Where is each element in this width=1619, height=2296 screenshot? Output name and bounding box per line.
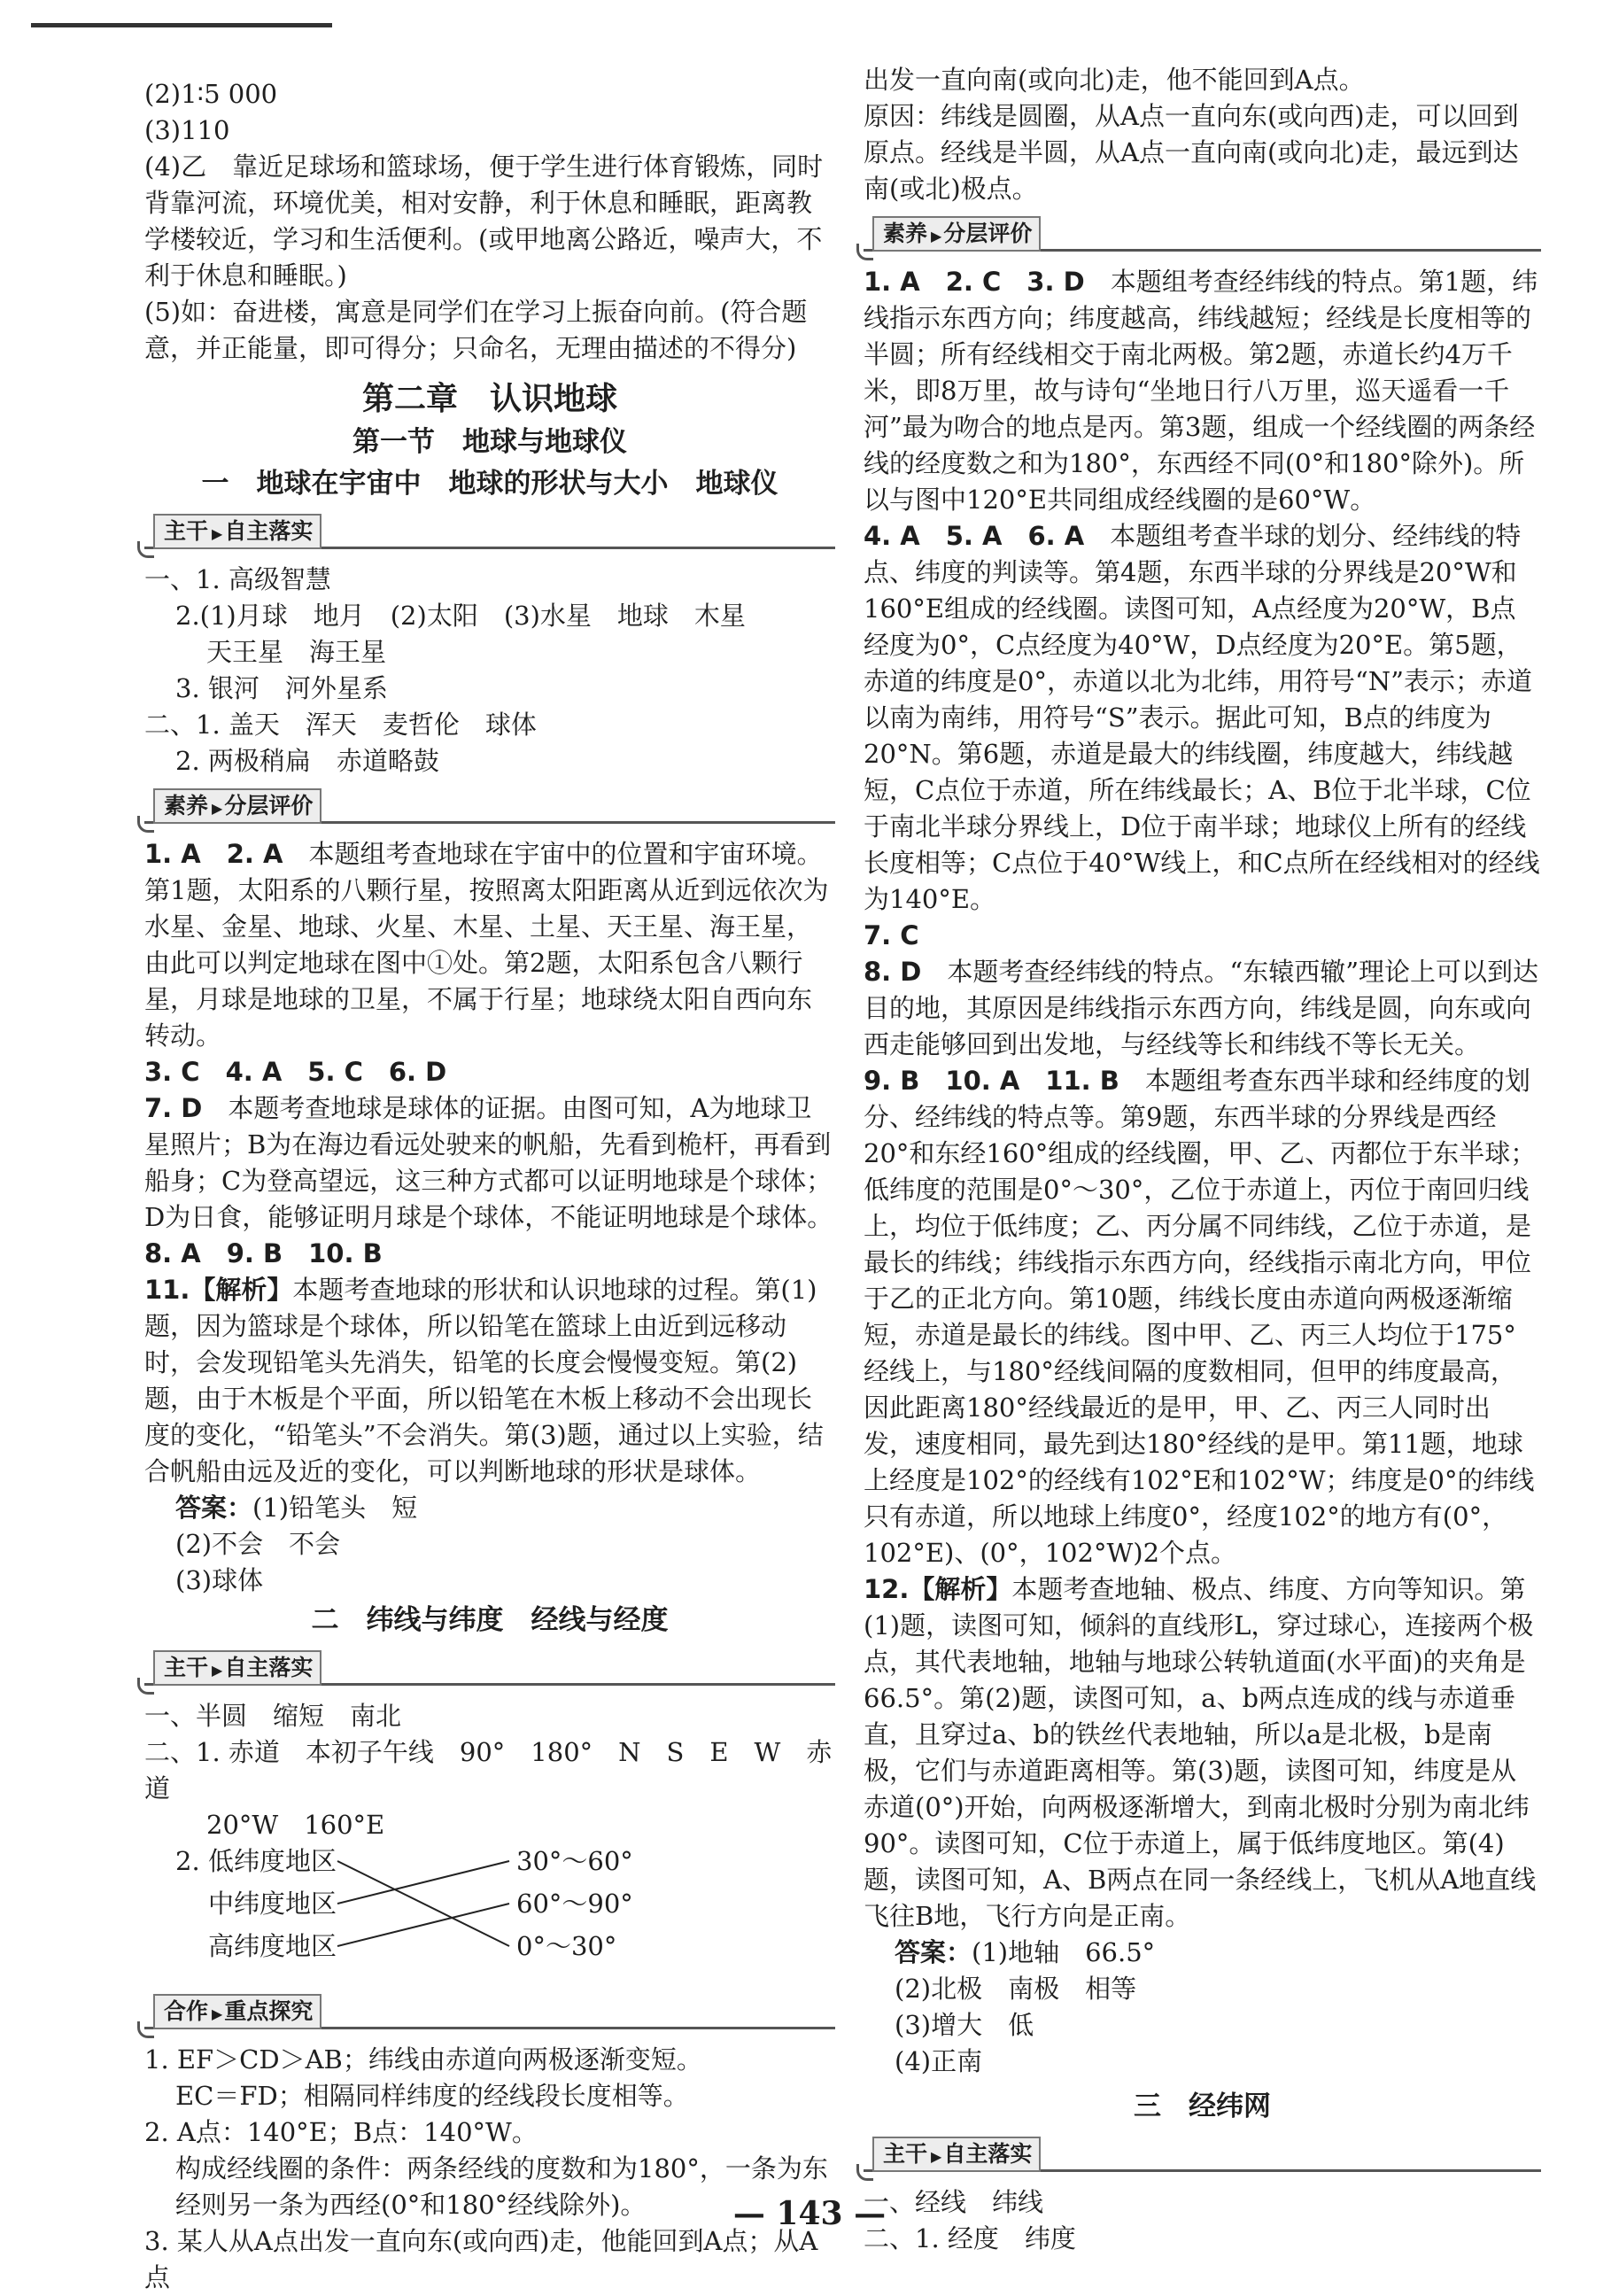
subsection-title: 二 纬线与纬度 经线与经度 bbox=[311, 1604, 669, 1636]
question-block bbox=[864, 1571, 1541, 1935]
answer-line: 2. 两极稍扁 赤道略鼓 bbox=[175, 746, 439, 776]
question-block bbox=[864, 264, 1541, 518]
match-right: 0°～30° bbox=[516, 1931, 617, 1961]
match-line bbox=[337, 1904, 509, 1946]
question-head: 8. D bbox=[864, 957, 922, 987]
answer-line: (1)铅笔头 短 bbox=[252, 1493, 418, 1523]
answer-label: 答案： bbox=[895, 1937, 972, 1967]
question-head: 4. A 5. A 6. A bbox=[864, 521, 1085, 551]
tag-text: 重点探究 bbox=[224, 1998, 314, 2024]
answer-line: 天王星 海王星 bbox=[206, 637, 387, 667]
question-block bbox=[864, 954, 1541, 1063]
tag-hezuo bbox=[144, 1994, 835, 2031]
match-line bbox=[337, 1861, 509, 1904]
question-block bbox=[864, 1063, 1541, 1571]
answer-line: 一、1. 高级智慧 bbox=[144, 564, 331, 594]
answer-line: EC＝FD；相隔同样纬度的经线段长度相等。 bbox=[175, 2081, 689, 2111]
answer-line: 二、1. 赤道 本初子午线 90° 180° N S E W 赤道 bbox=[144, 1737, 833, 1803]
question-head: 9. B 10. A 11. B bbox=[864, 1066, 1119, 1096]
answer-label: 答案： bbox=[175, 1493, 253, 1523]
question-body: 本题考查经纬线的特点。“东辕西辙”理论上可以到达目的地，其原因是纬线指示东西方向，纬线是圆，向东或向西走能够回到出发地，与经线等长和纬线不等长无关。 bbox=[864, 957, 1539, 1059]
intro-line: (5)如：奋进楼，寓意是同学们在学习上振奋向前。(符合题意，并正能量，即可得分；只命名，无理由描述的不得分) bbox=[144, 297, 808, 363]
tag-text: 自主落实 bbox=[224, 518, 314, 544]
triangle-icon: ▶ bbox=[212, 525, 223, 542]
intro-line: (3)110 bbox=[144, 115, 230, 145]
question-head: 12.【解析】 bbox=[864, 1574, 1012, 1604]
tag-zhugan bbox=[144, 1650, 835, 1687]
answer-line: 二、1. 经度 纬度 bbox=[864, 2223, 1076, 2253]
tag-box-label: 素养 bbox=[883, 221, 928, 246]
answer-line: (1)地轴 66.5° bbox=[972, 1937, 1156, 1967]
triangle-icon: ▶ bbox=[212, 800, 223, 817]
left-column bbox=[144, 76, 835, 2296]
answer-line: 20°W 160°E bbox=[206, 1810, 385, 1840]
tag-box-label: 主干 bbox=[164, 1655, 209, 1680]
answer-line: 1. EF＞CD＞AB；纬线由赤道向两极逐渐变短。 bbox=[144, 2044, 702, 2075]
answer-line: 3. 某人从A点出发一直向东(或向西)走，他能回到A点；从A点 bbox=[144, 2226, 818, 2292]
question-head: 1. A 2. A bbox=[144, 839, 283, 869]
subsection-title: 三 经纬网 bbox=[1134, 2090, 1271, 2122]
question-head: 8. A 9. B 10. B bbox=[144, 1238, 383, 1268]
match-right: 30°～60° bbox=[516, 1846, 633, 1876]
page-number: — 143 — bbox=[732, 2195, 887, 2232]
triangle-icon: ▶ bbox=[931, 228, 942, 244]
question-head: 1. A 2. C 3. D bbox=[864, 267, 1085, 297]
match-line bbox=[337, 1861, 509, 1946]
tag-box-label: 主干 bbox=[164, 518, 209, 544]
tag-suyang bbox=[864, 216, 1541, 253]
tag-text: 自主落实 bbox=[943, 2141, 1033, 2167]
tag-box-label: 合作 bbox=[164, 1998, 209, 2024]
answer-line: 3. 银河 河外星系 bbox=[175, 673, 388, 703]
question-head: 7. D bbox=[144, 1093, 203, 1123]
question-body: 本题考查地球是球体的证据。由图可知，A为地球卫星照片；B为在海边看远处驶来的帆船，先看到桅杆，再看到船身；C为登高望远，这三种方式都可以证明地球是个球体；D为日食，能够证明月球是个球体，不能证明地球是个球体。 bbox=[144, 1093, 833, 1232]
tag-box-label: 主干 bbox=[883, 2141, 928, 2167]
answer-line: (3)球体 bbox=[175, 1565, 264, 1595]
tag-text: 自主落实 bbox=[224, 1655, 314, 1680]
answer-line: 一、经线 纬线 bbox=[864, 2187, 1044, 2217]
question-body: 本题组考查东西半球和经纬度的划分、经纬线的特点等。第9题，东西半球的分界线是西经20°和东经160°组成的经线圈，甲、乙、丙都位于东半球；低纬度的范围是0°～30°，乙位于赤道上，丙位于南回归线上，均位于低纬度；乙、丙分属不同纬线，乙位于赤道，是最长的纬线；纬线指示东西方向，经线指示南北方向，甲位于乙的正北方向。第10题，纬线长度由赤道向两极逐渐缩短，赤道是最长的纬线。图中甲、乙、丙三人均位于175°经线上，与180°经线间隔的度数相同，但甲的纬度最高，因此距离180°经线最近的是甲，甲、乙、丙三人同时出发，速度相同，最先到达180°经线的是甲。第11题，地球上经度是102°的经线有102°E和102°W；纬度是0°的纬线只有赤道，所以地球上纬度0°，经度102°的地方有(0°，102°E)、(0°，102°W)2个点。 bbox=[864, 1066, 1537, 1568]
question-body: 本题考查地球的形状和认识地球的过程。第(1)题，因为篮球是个球体，所以铅笔在篮球上由近到远移动时，会发现铅笔头先消失，铅笔的长度会慢慢变短。第(2)题，由于木板是个平面，所以铅笔在木板上移动不会出现长度的变化，“铅笔头”不会消失。第(3)题，通过以上实验，结合帆船由远及近的变化，可以判断地球的形状是球体。 bbox=[144, 1275, 824, 1486]
question-head: 3. C 4. A 5. C 6. D bbox=[144, 1057, 447, 1087]
intro-line: (4)乙 靠近足球场和篮球场，便于学生进行体育锻炼，同时背靠河流，环境优美，相对安静，利于休息和睡眠，距离教学楼较近，学习和生活便利。(或甲地离公路近，噪声大，不利于休息和睡眠。) bbox=[144, 151, 824, 291]
triangle-icon: ▶ bbox=[212, 2005, 223, 2022]
subsection-title: 一 地球在宇宙中 地球的形状与大小 地球仪 bbox=[201, 468, 779, 500]
question-block bbox=[144, 836, 835, 1054]
match-left: 中纬度地区 bbox=[208, 1889, 337, 1919]
tag-suyang bbox=[144, 788, 835, 826]
answer-line: 二、1. 盖天 浑天 麦哲伦 球体 bbox=[144, 710, 537, 740]
answer-line: 2. A点：140°E；B点：140°W。 bbox=[144, 2117, 538, 2147]
tag-zhugan bbox=[864, 2137, 1541, 2174]
tag-text: 分层评价 bbox=[224, 793, 314, 818]
question-body: 本题组考查地球在宇宙中的位置和宇宙环境。第1题，太阳系的八颗行星，按照离太阳距离从近到远依次为水星、金星、地球、火星、木星、土星、天王星、海王星，由此可以判定地球在图中①处。第2题，太阳系包含八颗行星，月球是地球的卫星，不属于行星；地球绕太阳自西向东转动。 bbox=[144, 839, 829, 1051]
intro-line: (2)1∶5 000 bbox=[144, 79, 278, 109]
answer-line: 一、半圆 缩短 南北 bbox=[144, 1701, 402, 1731]
answer-line: 构成经线圈的条件：两条经线的度数和为180°，一条为东经则另一条为西经(0°和180°经线除外)。 bbox=[175, 2153, 828, 2220]
triangle-icon: ▶ bbox=[212, 1662, 223, 1679]
question-body: 本题组考查半球的划分、经纬线的特点、纬度的判读等。第4题，东西半球的分界线是20°W和160°E组成的经线圈。读图可知，A点经度为20°W，B点经度为0°，C点经度为40°W，D点经度为20°E。第5题，赤道的纬度是0°，赤道以北为北纬，用符号“N”表示；赤道以南为南纬，用符号“S”表示。据此可知，B点的纬度为20°N。第6题，赤道是最大的纬线圈，纬度越大，纬线越短，C点位于赤道，所在纬线最长；A、B位于北半球，C位于南北半球分界线上，D位于南半球；地球仪上所有的经线长度相等；C点位于40°W线上，和C点所在经线相对的经线为140°E。 bbox=[864, 521, 1540, 914]
question-block bbox=[864, 518, 1541, 918]
chapter-title: 第二章 认识地球 bbox=[361, 381, 617, 417]
answer-line: 出发一直向南(或向北)走，他不能回到A点。 bbox=[864, 65, 1365, 95]
match-left: 高纬度地区 bbox=[208, 1931, 337, 1961]
question-block bbox=[144, 1272, 835, 1490]
match-left: 低纬度地区 bbox=[208, 1846, 337, 1876]
answer-line: 2.(1)月球 地月 (2)太阳 (3)水星 地球 木星 bbox=[175, 601, 746, 631]
answer-line: (2)北极 南极 相等 bbox=[895, 1974, 1137, 2004]
question-body: 本题考查地轴、极点、纬度、方向等知识。第(1)题，读图可知，倾斜的直线形L，穿过球心，连接两个极点，其代表地轴，地轴与地球公转轨道面(水平面)的夹角是66.5°。第(2)题，读图可知，a、b两点连成的线与赤道垂直，且穿过a、b的铁丝代表地轴，所以a是北极，b是南极，它们与赤道距离相等。第(3)题，读图可知，纬度是从赤道(0°)开始，向两极逐渐增大，到南北极时分别为南北纬90°。读图可知，C位于赤道上，属于低纬度地区。第(4)题，读图可知，A、B两点在同一条经线上，飞机从A地直线飞往B地，飞行方向是正南。 bbox=[864, 1574, 1537, 1931]
section-title: 第一节 地球与地球仪 bbox=[352, 426, 627, 458]
right-column bbox=[864, 62, 1541, 2257]
latitude-matching bbox=[144, 1843, 835, 1985]
answer-line: (4)正南 bbox=[895, 2046, 983, 2076]
answer-line: (3)增大 低 bbox=[895, 2010, 1034, 2040]
tag-text: 分层评价 bbox=[943, 221, 1033, 246]
match-right: 60°～90° bbox=[516, 1889, 633, 1919]
top-rule bbox=[31, 23, 332, 27]
tag-box-label: 素养 bbox=[164, 793, 209, 818]
match-lines bbox=[144, 1843, 525, 1985]
question-head: 11.【解析】 bbox=[144, 1275, 293, 1305]
answer-line: (2)不会 不会 bbox=[175, 1529, 341, 1559]
question-body: 本题组考查经纬线的特点。第1题，纬线指示东西方向；纬度越高，纬线越短；经线是长度相等的半圆；所有经线相交于南北两极。第2题，赤道长约4万千米，即8万里，故与诗句“坐地日行八万里，巡天遥看一千河”最为吻合的地点是丙。第3题，组成一个经线圈的两条经线的经度数之和为180°，东西经不同(0°和180°除外)。所以与图中120°E共同组成经线圈的是60°W。 bbox=[864, 267, 1538, 515]
tag-zhugan bbox=[144, 514, 835, 551]
question-block bbox=[144, 1090, 835, 1236]
question-head: 7. C bbox=[864, 920, 919, 950]
match-number: 2. bbox=[175, 1846, 200, 1876]
triangle-icon: ▶ bbox=[931, 2148, 942, 2165]
answer-line: 原因：纬线是圆圈，从A点一直向东(或向西)走，可以回到原点。经线是半圆，从A点一直向南(或向北)走，最远到达南(或北)极点。 bbox=[864, 101, 1519, 204]
